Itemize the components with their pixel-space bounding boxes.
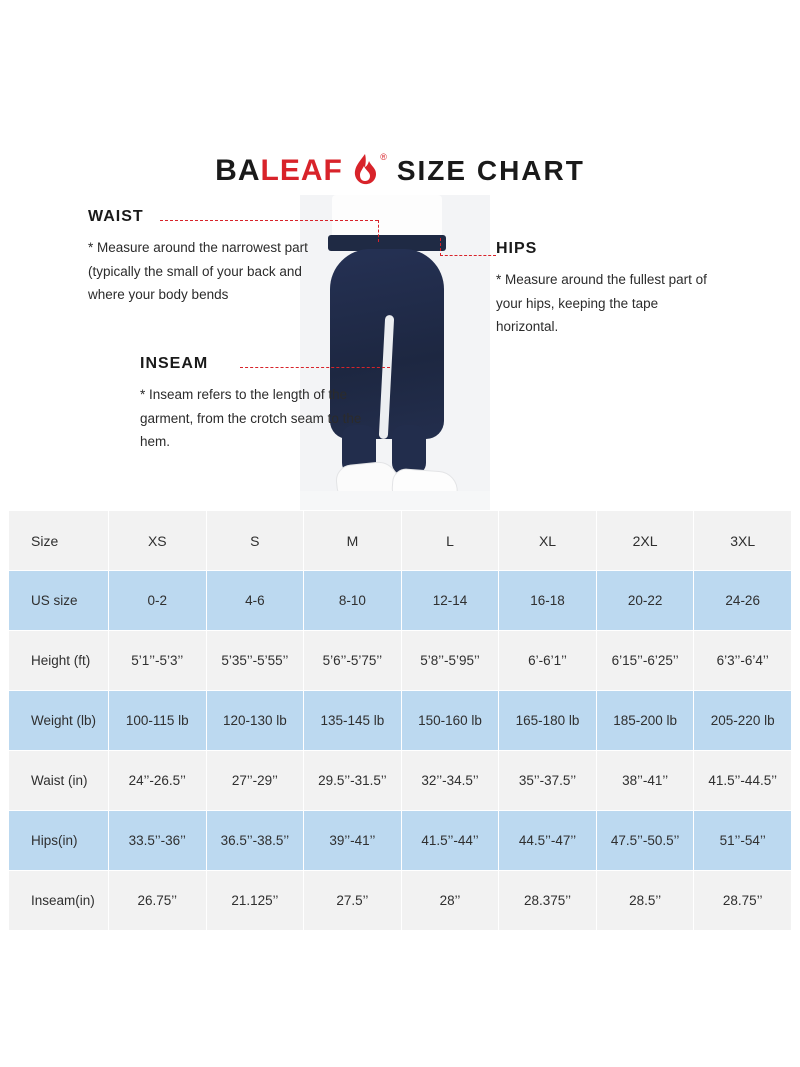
table-cell: 4-6 [206,571,304,631]
table-cell: 28.375’’ [499,871,597,931]
table-cell: 28’’ [401,871,499,931]
annotation-hips-body: * Measure around the fullest part of your hips, keeping the tape horizontal. [496,272,707,335]
table-cell: 28.5’’ [596,871,694,931]
table-cell: 41.5’’-44’’ [401,811,499,871]
table-cell: 6’15’’-6’25’’ [596,631,694,691]
hips-leader-drop [440,238,441,256]
table-cell: S [206,511,304,571]
table-cell: 5’6’’-5’75’’ [304,631,402,691]
annotation-waist-heading: WAIST [88,208,144,225]
annotation-inseam-heading: INSEAM [140,355,209,372]
table-cell: 5’8’’-5’95’’ [401,631,499,691]
size-chart-table [8,510,792,931]
page-title: SIZE CHART [396,155,585,186]
table-cell: 135-145 lb [304,691,402,751]
table-cell: 6’-6’1’’ [499,631,597,691]
annotation-waist-body: * Measure around the narrowest part (typically the small of your back and where your body bends [88,240,308,303]
table-row [9,871,792,931]
table-row [9,631,792,691]
annotation-inseam-body: * Inseam refers to the length of the garment, from the crotch seam to the hem. [140,387,362,450]
table-cell: 20-22 [596,571,694,631]
chart-header [0,150,800,192]
row-label: Hips(in) [9,811,109,871]
size-chart-table-wrap [8,510,792,931]
annotation-waist [88,208,313,307]
brand-logo [215,154,343,188]
row-label: US size [9,571,109,631]
table-cell: 12-14 [401,571,499,631]
table-cell: 205-220 lb [694,691,792,751]
annotation-hips [496,240,721,339]
annotation-hips-heading: HIPS [496,240,538,257]
table-row [9,751,792,811]
row-label: Waist (in) [9,751,109,811]
table-cell: M [304,511,402,571]
row-label: Inseam(in) [9,871,109,931]
table-cell: 47.5’’-50.5’’ [596,811,694,871]
table-cell: 8-10 [304,571,402,631]
brand-leaf: LEAF [260,154,343,187]
flame-icon [343,150,385,192]
table-cell: L [401,511,499,571]
table-cell: 35’’-37.5’’ [499,751,597,811]
table-cell: XL [499,511,597,571]
table-row [9,571,792,631]
table-row [9,691,792,751]
table-cell: 24-26 [694,571,792,631]
table-cell: 41.5’’-44.5’’ [694,751,792,811]
table-row [9,511,792,571]
table-cell: 32’’-34.5’’ [401,751,499,811]
legging-calf-right [392,425,426,475]
table-cell: 36.5’’-38.5’’ [206,811,304,871]
table-cell: 6’3’’-6’4’’ [694,631,792,691]
table-cell: 5’35’’-5’55’’ [206,631,304,691]
table-cell: 165-180 lb [499,691,597,751]
table-cell: 51’’-54’’ [694,811,792,871]
table-cell: 38’’-41’’ [596,751,694,811]
table-cell: 39’’-41’’ [304,811,402,871]
annotation-inseam [140,355,375,454]
table-cell: 5’1’’-5’3’’ [109,631,207,691]
table-cell: 24’’-26.5’’ [109,751,207,811]
hips-leader-line [440,255,496,256]
table-cell: 185-200 lb [596,691,694,751]
size-chart-body [9,511,792,931]
table-cell: 16-18 [499,571,597,631]
table-cell: 0-2 [109,571,207,631]
row-label: Weight (lb) [9,691,109,751]
table-cell: 21.125’’ [206,871,304,931]
model-top [332,195,442,237]
table-cell: 27’’-29’’ [206,751,304,811]
table-cell: XS [109,511,207,571]
table-cell: 29.5’’-31.5’’ [304,751,402,811]
table-cell: 100-115 lb [109,691,207,751]
model-photo [300,195,490,510]
table-cell: 27.5’’ [304,871,402,931]
photo-floor [300,491,490,510]
brand-bal: BA [215,154,261,187]
table-cell: 150-160 lb [401,691,499,751]
table-cell: 44.5’’-47’’ [499,811,597,871]
table-cell: 3XL [694,511,792,571]
row-label: Size [9,511,109,571]
table-cell: 33.5’’-36’’ [109,811,207,871]
registered-mark: ® [380,152,387,162]
table-row [9,811,792,871]
hero-illustration [0,0,800,510]
table-cell: 26.75’’ [109,871,207,931]
table-cell: 28.75’’ [694,871,792,931]
table-cell: 2XL [596,511,694,571]
table-cell: 120-130 lb [206,691,304,751]
waist-leader-drop [378,220,379,242]
row-label: Height (ft) [9,631,109,691]
